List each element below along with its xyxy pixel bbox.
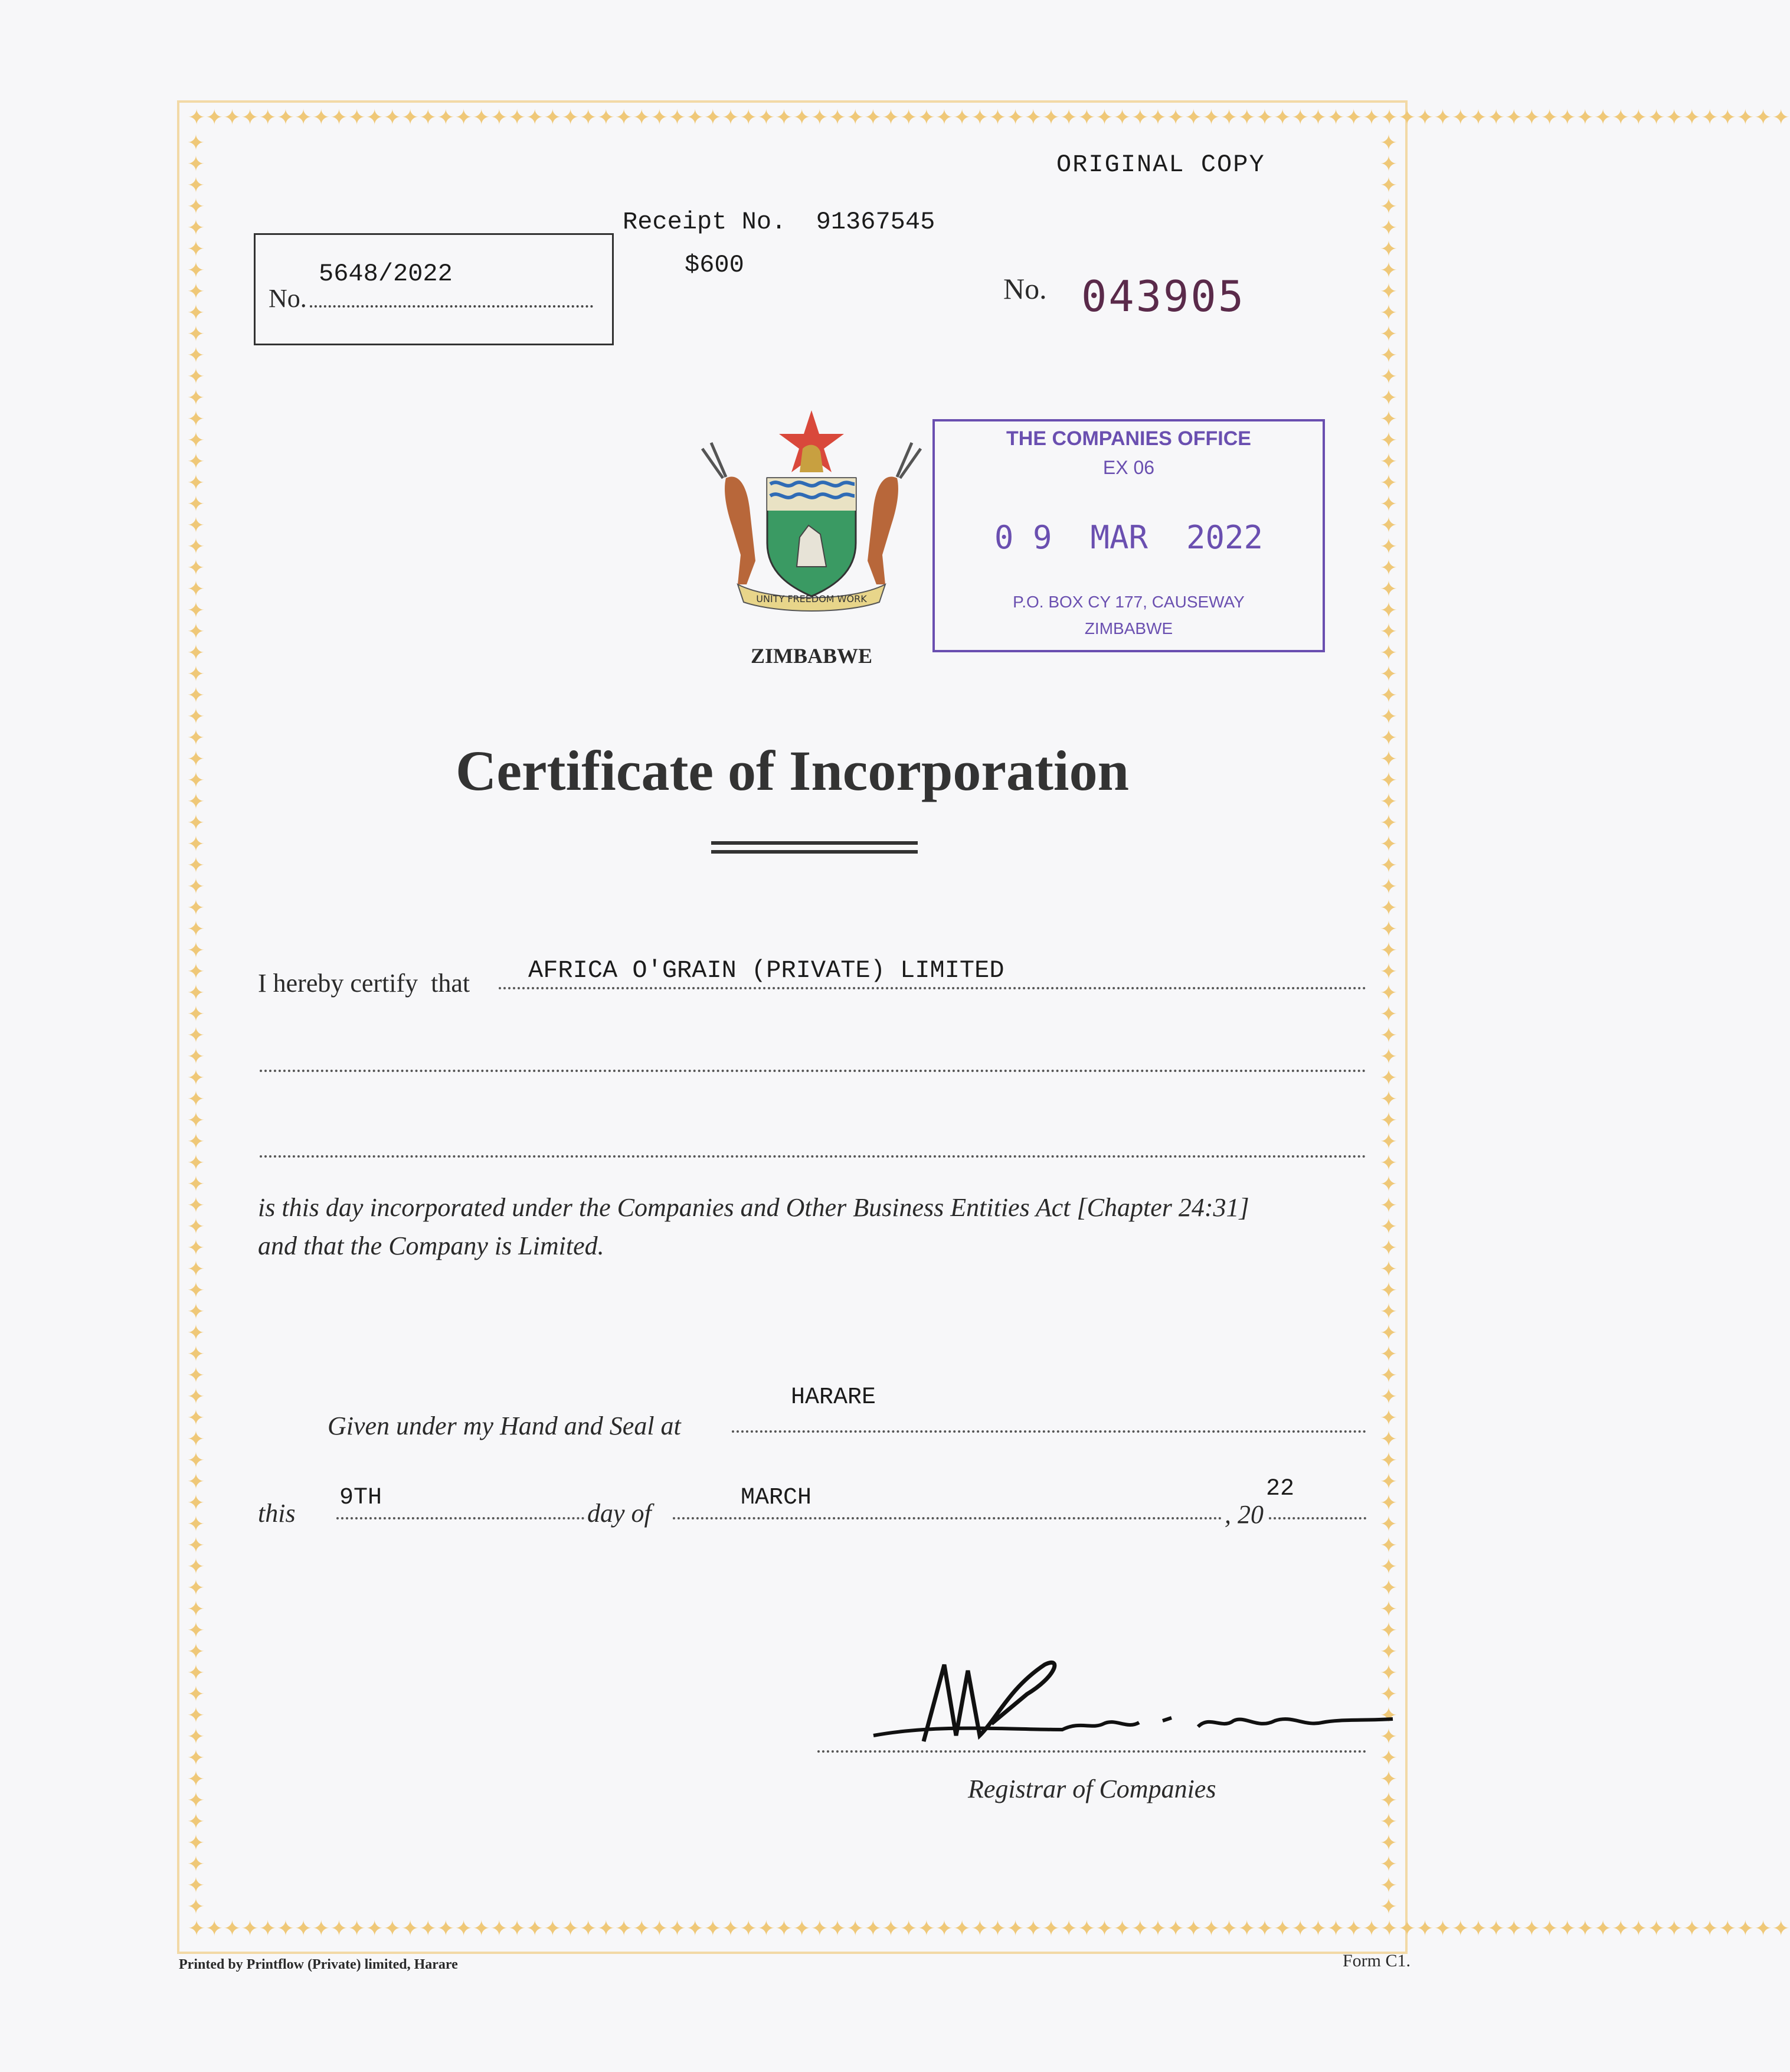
company-name: AFRICA O'GRAIN (PRIVATE) LIMITED bbox=[528, 956, 1004, 985]
day-dotted-line bbox=[336, 1517, 584, 1519]
company-name-line-3 bbox=[260, 1155, 1366, 1158]
stamp-office-code: EX 06 bbox=[1102, 457, 1155, 478]
signature-dotted-line bbox=[817, 1750, 1366, 1753]
registration-number-dotted-line bbox=[310, 286, 593, 308]
border-dots-left: ✦✦✦✦✦✦✦✦✦✦✦✦✦✦✦✦✦✦✦✦✦✦✦✦✦✦✦✦✦✦✦✦✦✦✦✦✦✦✦✦✦✦✦✦✦✦✦✦✦✦✦✦✦✦✦✦✦✦✦✦✦✦✦✦✦✦✦✦✦✦✦✦✦✦✦✦✦✦✦✦✦✦✦✦ bbox=[186, 131, 205, 1919]
original-copy-label: ORIGINAL COPY bbox=[1056, 151, 1265, 179]
handwritten-signature-icon bbox=[868, 1653, 1399, 1759]
border-dots-top: ✦✦✦✦✦✦✦✦✦✦✦✦✦✦✦✦✦✦✦✦✦✦✦✦✦✦✦✦✦✦✦✦✦✦✦✦✦✦✦✦✦✦✦✦✦✦✦✦✦✦✦✦✦✦✦✦✦✦✦✦✦✦✦✦✦✦✦✦✦✦✦✦✦✦✦✦✦✦✦✦✦✦✦✦✦✦✦✦✦✦ bbox=[188, 106, 1790, 130]
border-dots-bottom: ✦✦✦✦✦✦✦✦✦✦✦✦✦✦✦✦✦✦✦✦✦✦✦✦✦✦✦✦✦✦✦✦✦✦✦✦✦✦✦✦✦✦✦✦✦✦✦✦✦✦✦✦✦✦✦✦✦✦✦✦✦✦✦✦✦✦✦✦✦✦✦✦✦✦✦✦✦✦✦✦✦✦✦✦✦✦✦✦✦✦ bbox=[188, 1917, 1790, 1941]
year-century: , 20 bbox=[1225, 1500, 1264, 1529]
issue-year-suffix: 22 bbox=[1266, 1476, 1295, 1502]
printer-credit: Printed by Printflow (Private) limited, Harare bbox=[179, 1957, 458, 1972]
day-of-label: day of bbox=[587, 1499, 652, 1528]
title-underline-bottom bbox=[711, 850, 918, 854]
stamp-address: P.O. BOX CY 177, CAUSEWAY bbox=[1013, 593, 1245, 611]
border-dots-right: ✦✦✦✦✦✦✦✦✦✦✦✦✦✦✦✦✦✦✦✦✦✦✦✦✦✦✦✦✦✦✦✦✦✦✦✦✦✦✦✦✦✦✦✦✦✦✦✦✦✦✦✦✦✦✦✦✦✦✦✦✦✦✦✦✦✦✦✦✦✦✦✦✦✦✦✦✦✦✦✦✦✦✦✦ bbox=[1379, 131, 1398, 1919]
receipt-number: Receipt No. 91367545 bbox=[623, 208, 935, 236]
act-statement-line-2: and that the Company is Limited. bbox=[258, 1231, 604, 1260]
month-dotted-line bbox=[673, 1517, 1222, 1519]
registration-number-label: No. bbox=[269, 284, 307, 313]
certificate-title: Certificate of Incorporation bbox=[456, 739, 1129, 802]
place-of-issue: HARARE bbox=[791, 1384, 876, 1411]
registration-number-value: 5648/2022 bbox=[319, 260, 453, 288]
year-dotted-line bbox=[1269, 1517, 1366, 1519]
given-under-hand-label: Given under my Hand and Seal at bbox=[328, 1411, 681, 1440]
zimbabwe-coat-of-arms-icon bbox=[691, 407, 932, 620]
company-name-line-2 bbox=[260, 1070, 1366, 1072]
issue-day: 9TH bbox=[339, 1485, 382, 1511]
company-name-line-1 bbox=[499, 987, 1366, 989]
country-name: ZIMBABWE bbox=[750, 644, 873, 668]
form-number: Form C1. bbox=[1343, 1951, 1411, 1970]
certificate-number-label: No. bbox=[1003, 272, 1047, 305]
companies-office-stamp bbox=[932, 419, 1325, 652]
this-label: this bbox=[258, 1499, 296, 1528]
certificate-number-value: 043905 bbox=[1081, 272, 1246, 321]
title-underline-top bbox=[711, 841, 918, 845]
stamp-office-name: THE COMPANIES OFFICE bbox=[1006, 427, 1251, 450]
issue-month: MARCH bbox=[741, 1485, 812, 1511]
stamp-date: 0 9 MAR 2022 bbox=[994, 519, 1264, 556]
certify-label: I hereby certify that bbox=[258, 969, 470, 998]
receipt-amount: $600 bbox=[685, 251, 744, 279]
stamp-country: ZIMBABWE bbox=[1084, 619, 1173, 638]
act-statement-line-1: is this day incorporated under the Companies and Other Business Entities Act [Chapter 24:31] bbox=[258, 1193, 1249, 1222]
place-dotted-line bbox=[732, 1430, 1366, 1433]
registrar-title: Registrar of Companies bbox=[968, 1774, 1216, 1803]
emblem-motto: UNITY FREEDOM WORK bbox=[756, 593, 867, 604]
